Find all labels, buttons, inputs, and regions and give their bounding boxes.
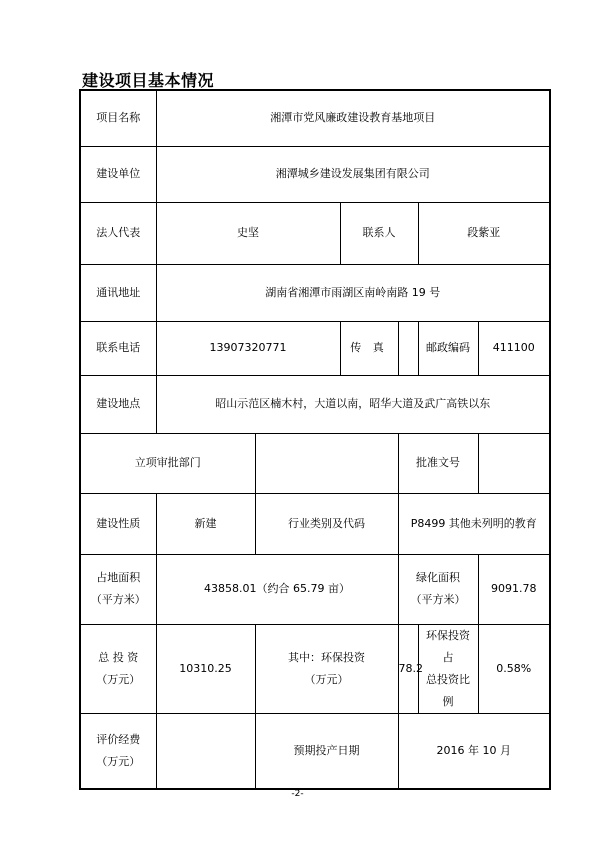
construction-unit-label: 建设单位 (80, 146, 156, 202)
project-name-label: 项目名称 (80, 90, 156, 146)
page-number: -2- (291, 789, 304, 799)
approval-doc-label: 批准文号 (398, 433, 478, 493)
row-approval (80, 433, 550, 493)
green-area-value: 9091.78 (478, 554, 550, 624)
nature-label: 建设性质 (80, 493, 156, 554)
row-location (80, 375, 550, 433)
env-ratio-value: 0.58% (478, 624, 550, 713)
fee-value (156, 713, 255, 789)
construction-unit-value: 湘潭城乡建设发展集团有限公司 (156, 146, 550, 202)
contact-label: 联系人 (340, 202, 418, 264)
row-investment (80, 624, 550, 713)
legal-rep-value: 史坚 (156, 202, 340, 264)
phone-value: 13907320771 (156, 321, 340, 375)
phone-label: 联系电话 (80, 321, 156, 375)
row-legal-rep (80, 202, 550, 264)
address-label: 通讯地址 (80, 264, 156, 321)
approval-doc-value (478, 433, 550, 493)
fee-label: 评价经费 （万元） (80, 713, 156, 789)
green-area-label: 绿化面积 （平方米） (398, 554, 478, 624)
row-fee (80, 713, 550, 789)
fax-label: 传 真 (340, 321, 398, 375)
env-investment-value: 78.2 (398, 624, 418, 713)
env-ratio-label: 环保投资占 总投资比例 (418, 624, 478, 713)
industry-label: 行业类别及代码 (255, 493, 398, 554)
legal-rep-label: 法人代表 (80, 202, 156, 264)
row-phone (80, 321, 550, 375)
row-area (80, 554, 550, 624)
approval-dept-label: 立项审批部门 (80, 433, 255, 493)
row-project-name (80, 90, 550, 146)
approval-dept-value (255, 433, 398, 493)
contact-value: 段紫亚 (418, 202, 550, 264)
row-address (80, 264, 550, 321)
project-name-value: 湘潭市党风廉政建设教育基地项目 (156, 90, 550, 146)
location-label: 建设地点 (80, 375, 156, 433)
row-nature (80, 493, 550, 554)
investment-label: 总 投 资 （万元） (80, 624, 156, 713)
production-date-value: 2016 年 10 月 (398, 713, 550, 789)
investment-value: 10310.25 (156, 624, 255, 713)
section-heading: 建设项目基本情况 (82, 71, 215, 90)
fax-value (398, 321, 418, 375)
area-label: 占地面积 （平方米） (80, 554, 156, 624)
nature-value: 新建 (156, 493, 255, 554)
industry-value: P8499 其他未列明的教育 (398, 493, 550, 554)
project-info-table (79, 89, 551, 790)
area-value: 43858.01（约合 65.79 亩） (156, 554, 398, 624)
row-construction-unit (80, 146, 550, 202)
postcode-value: 411100 (478, 321, 550, 375)
address-value: 湖南省湘潭市雨湖区南岭南路 19 号 (156, 264, 550, 321)
location-value: 昭山示范区楠木村，大道以南，昭华大道及武广高铁以东 (156, 375, 550, 433)
env-investment-label: 其中：环保投资 （万元） (255, 624, 398, 713)
postcode-label: 邮政编码 (418, 321, 478, 375)
production-date-label: 预期投产日期 (255, 713, 398, 789)
